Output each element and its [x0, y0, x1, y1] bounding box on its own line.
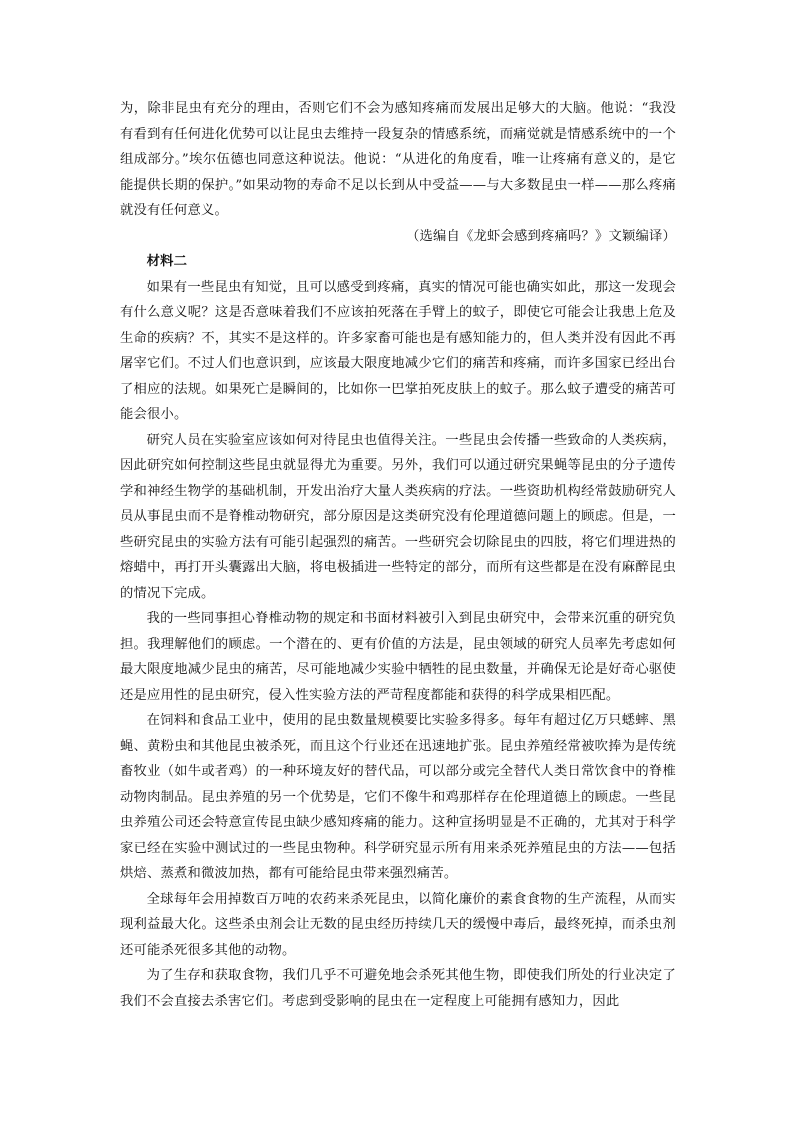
paragraph-cut-off: 为了生存和获取食物，我们几乎不可避免地会杀死其他生物，即使我们所处的行业决定了我们不会直接去杀害它们。考虑到受影响的昆虫在一定程度上可能拥有感知力，因此 — [120, 968, 676, 1009]
paragraph: 在饲料和食品工业中，使用的昆虫数量规模要比实验多得多。每年有超过亿万只蟋蟀、黑蝇、黄粉虫和其他昆虫被杀死，而且这个行业还在迅速地扩张。昆虫养殖经常被吹捧为是传统畜牧业（如牛或者鸡）的一种环境友好的替代品，可以部分或完全替代人类日常饮食中的脊椎动物肉制品。昆虫养殖的另一个优势是，它们不像牛和鸡那样存在伦理道德上的顾虑。一些昆虫养殖公司还会特意宣传昆虫缺少感知疼痛的能力。这种宣扬明显是不正确的，尤其对于科学家已经在实验中测试过的一些昆虫物种。科学研究显示所有用来杀死养殖昆虫的方法——包括烘焙、蒸煮和微波加热，都有可能给昆虫带来强烈痛苦。 — [120, 713, 676, 881]
source-citation: （选编自《龙虾会感到疼痛吗？》文颖编译） — [406, 228, 676, 244]
section-title: 材料二 — [146, 254, 188, 269]
paragraph: 我的一些同事担心脊椎动物的规定和书面材料被引入到昆虫研究中，会带来沉重的研究负担。我理解他们的顾虑。一个潜在的、更有价值的方法是，昆虫领域的研究人员率先考虑如何最大限度地减少昆虫的痛苦，尽可能地减少实验中牺牲的昆虫数量，并确保无论是好奇心驱使还是应用性的昆虫研究，侵入性实验方法的严苛程度都能和获得的科学成果相匹配。 — [120, 611, 676, 703]
paragraph-continuation: 为，除非昆虫有充分的理由，否则它们不会为感知疼痛而发展出足够大的大脑。他说：“我没有看到有任何进化优势可以让昆虫去维持一段复杂的情感系统，而痛觉就是情感系统中的一个组成部分。”埃尔伍德也同意这种说法。他说：“从进化的角度看，唯一让疼痛有意义的，是它能提供长期的保护。”如果动物的寿命不足以长到从中受益——与大多数昆虫一样——那么疼痛就没有任何意义。 — [120, 101, 676, 218]
paragraph: 如果有一些昆虫有知觉，且可以感受到疼痛，真实的情况可能也确实如此，那这一发现会有什么意义呢？这是否意味着我们不应该拍死落在手臂上的蚊子，即使它可能会让我患上危及生命的疾病？不，其实不是这样的。许多家畜可能也是有感知能力的，但人类并没有因此不再屠宰它们。不过人们也意识到，应该最大限度地减少它们的痛苦和疼痛，而许多国家已经出台了相应的法规。如果死亡是瞬间的，比如你一巴掌拍死皮肤上的蚊子。那么蚊子遭受的痛苦可能会很小。 — [120, 279, 676, 422]
document-body — [120, 96, 676, 1014]
paragraph: 研究人员在实验室应该如何对待昆虫也值得关注。一些昆虫会传播一些致命的人类疾病，因此研究如何控制这些昆虫就显得尤为重要。另外，我们可以通过研究果蝇等昆虫的分子遗传学和神经生物学的基础机制，开发出治疗大量人类疾病的疗法。一些资助机构经常鼓励研究人员从事昆虫而不是脊椎动物研究，部分原因是这类研究没有伦理道德问题上的顾虑。但是，一些研究昆虫的实验方法有可能引起强烈的痛苦。一些研究会切除昆虫的四肢，将它们埋进热的熔蜡中，再打开头囊露出大脑，将电极插进一些特定的部分，而所有这些都是在没有麻醉昆虫的情况下完成。 — [120, 432, 676, 601]
paragraph: 全球每年会用掉数百万吨的农药来杀死昆虫，以简化廉价的素食食物的生产流程，从而实现利益最大化。这些杀虫剂会让无数的昆虫经历持续几天的缓慢中毒后，最终死掉，而杀虫剂还可能杀死很多其他的动物。 — [120, 891, 676, 958]
